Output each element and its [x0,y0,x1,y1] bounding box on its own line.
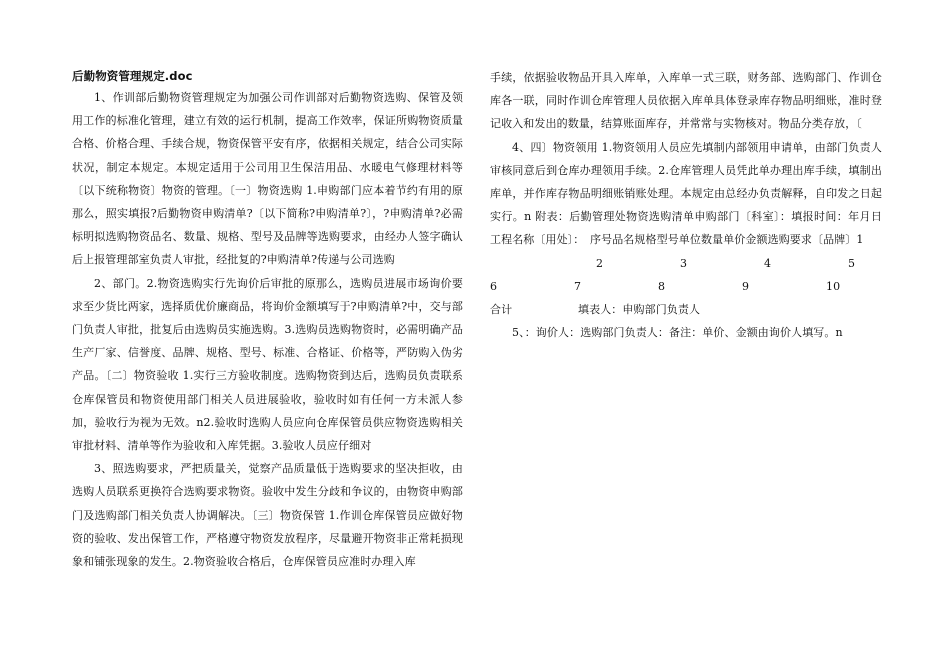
table-number: 5 [848,256,856,270]
table-number: 9 [742,279,750,293]
paragraph-3-continued: 手续，依据验收物品开具入库单，入库单一式三联，财务部、选购部门、作训仓库各一联，同时作训仓库管理人员依据入库单具体登录库存物品明细账，准时登记收入和发出的数量，结算账面库存，并常常与实物核对。物品分类存放，〔 [490,71,882,131]
total-label: 合计 [490,303,513,317]
table-number: 8 [658,279,666,293]
paragraph-1: 1、作训部后勤物资管理规定为加强公司作训部对后勤物资选购、保管及领用工作的标准化管理，建立有效的运行机制，提高工作效率，保证所购物资质量合格、价格合理、手续合规，物资保管平安有序，依据相关规定，结合公司实际状况，制定本规定。本规定适用于公司用卫生保洁用品、水暖电气修理材料等〔以下统称物资〕物资的管理。〔一〕物资选购 1.申购部门应本着节约有用的原那么，照实填报?后勤物资申购清单?〔以下简称?申购清单?〕，?申购清单?必需标明拟选购物资品名、数量、规格、型号及品牌等选购要求，由经办人签字确认后上报管理部室负责人审批，经批复的?申购清单?传递与公司选购 [72,91,463,267]
paragraph-5: 5、：询价人：选购部门负责人：备注：单价、金额由询价人填写。n [512,326,843,340]
table-number: 3 [680,256,688,270]
table-number: 4 [764,256,772,270]
paragraph-4: 4、四〕物资领用 1.物资领用人员应先填制内部领用申请单，由部门负责人审核同意后到仓库办理领用手续。2.仓库管理人员凭此单办理出库手续，填制出库单，并作库存物品明细账销账处理。本规定由总经办负责解释，自印发之日起实行。n 附表：后勤管理处物资选购清单申购部门〔科室〕：填报时间：年月日工程名称〔用处〕： 序号品名规格型号单位数量单价金额选购要求〔品牌〕1 [490,140,882,247]
table-number-row-2 [490,275,882,298]
right-column [490,66,882,344]
document-title: 后勤物资管理规定.doc [72,69,193,83]
table-number: 10 [826,279,841,293]
paragraph-2: 2、部门。2.物资选购实行先询价后审批的原那么，选购员进展市场询价要求至少货比两家，选择质优价廉商品，将询价金额填写于?申购清单?中，交与部门负责人审批，批复后由选购员实施选购。3.选购员选购物资时，必需明确产品生产厂家、信誉度、品牌、规格、型号、标准、合格证、价格等，严防购入伪劣产品。〔二〕物资验收 1.实行三方验收制度。选购物资到达后，选购员负责联系仓库保管员和物资使用部门相关人员进展验收，验收时如有任何一方未派人参加，验收行为视为无效。n2.验收时选购人员应向仓库保管员供应物资选购相关审批材料、清单等作为验收和入库凭据。3.验收人员应仔细对 [72,276,463,453]
table-number: 6 [490,279,498,293]
paragraph-3: 3、照选购要求，严把质量关，觉察产品质量低于选购要求的坚决拒收，由选购人员联系更换符合选购要求物资。验收中发生分歧和争议的，由物资申购部门及选购部门相关负责人协调解决。〔三〕物资保管 1.作训仓库保管员应做好物资的验收、发出保管工作，严格遵守物资发放程序，尽量避开物资非正常耗损现象和铺张现象的发生。2.物资验收合格后，仓库保管员应准时办理入库 [72,462,463,569]
table-number: 7 [574,279,582,293]
filler-label: 填表人：申购部门负责人 [578,303,701,317]
table-number-row-1 [596,252,882,275]
left-column [72,66,463,573]
table-number: 2 [596,256,604,270]
table-total-row [490,298,882,321]
